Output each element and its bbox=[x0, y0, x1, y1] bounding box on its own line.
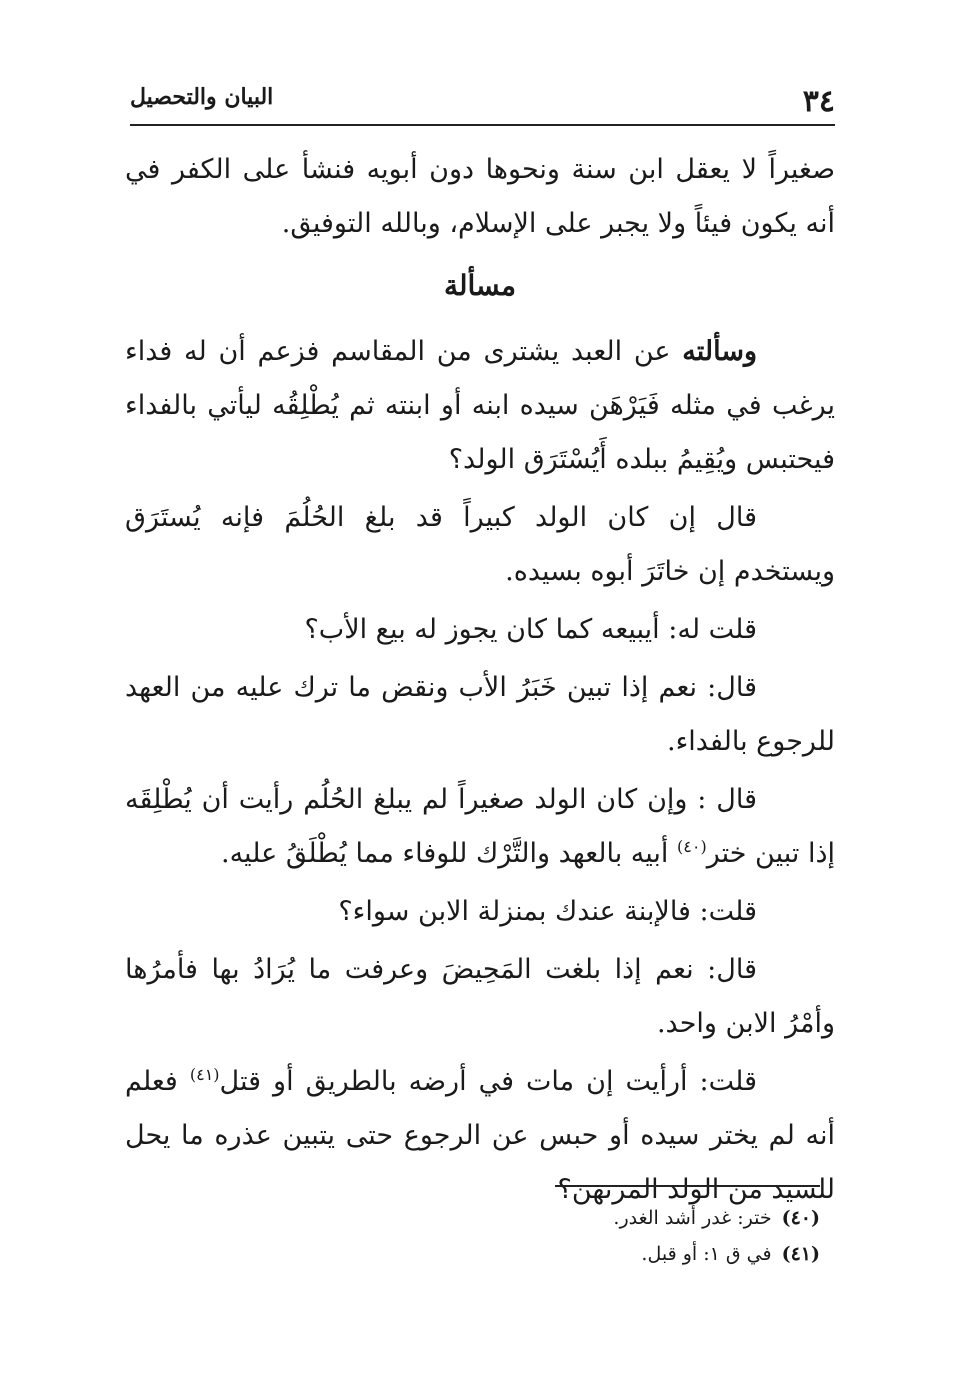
section-title: مسألة bbox=[443, 269, 517, 302]
question-4-text-start: قلت: أرأيت إن مات في أرضه بالطريق أو قتل bbox=[219, 1066, 757, 1097]
footnote-text: ختر: غدر أشد الغدر. bbox=[613, 1207, 772, 1229]
answer-3-text-start: قال : وإن كان الولد صغيراً لم يبلغ الحُلُم رأيت أن يُطْلِقَه إذا تبين ختر bbox=[125, 784, 835, 869]
question-3-paragraph: قلت: فالإبنة عندك بمنزلة الابن سواء؟ bbox=[338, 896, 757, 927]
footnotes bbox=[400, 1200, 820, 1272]
header-rule bbox=[130, 124, 835, 126]
footnote-rule bbox=[555, 1185, 820, 1187]
question-lead: وسألته bbox=[682, 336, 757, 367]
continuation-paragraph: صغيراً لا يعقل ابن سنة ونحوها دون أبويه فنشأ على الكفر في أنه يكون فيئاً ولا يجبر على الإسلام، وبالله التوفيق. bbox=[125, 154, 835, 239]
page-number: ٣٤ bbox=[802, 84, 835, 119]
question-4-text-end: فعلم أنه لم يختر سيده أو حبس عن الرجوع حتى يتبين عذره ما يحل للسيد من الولد المرتهن؟ bbox=[125, 1066, 835, 1205]
answer-3-text-end: أبيه بالعهد والتَّرْك للوفاء مما يُطْلَقُ عليه. bbox=[221, 838, 678, 869]
question-paragraph bbox=[125, 325, 835, 487]
footnote-marker-40: (٤٠) bbox=[677, 837, 707, 856]
answer-2-paragraph: قال: نعم إذا تبين خَبَرُ الأب ونقض ما ترك عليه من العهد للرجوع بالفداء. bbox=[125, 672, 835, 757]
footnote-40 bbox=[400, 1200, 820, 1236]
footnote-number: (٤١) bbox=[781, 1243, 820, 1265]
answer-1-paragraph: قال إن كان الولد كبيراً قد بلغ الحُلُمَ فإنه يُستَرَق ويستخدم إن خاتَرَ أبوه بسيده. bbox=[125, 502, 835, 587]
running-title: البيان والتحصيل bbox=[130, 84, 274, 110]
question-text: عن العبد يشترى من المقاسم فزعم أن له فداء يرغب في مثله فَيَرْهَن سيده ابنه أو ابنته ثم يُطْلِقُه ليأتي بالفداء فيحتبس ويُقِيمُ ببلده أَيُسْتَرَق الولد؟ bbox=[125, 336, 835, 475]
footnote-number: (٤٠) bbox=[781, 1207, 820, 1229]
footnote-marker-41: (٤١) bbox=[189, 1065, 220, 1084]
answer-4-paragraph: قال: نعم إذا بلغت المَحِيضَ وعرفت ما يُرَادُ بها فأمرُها وأمْرُ الابن واحد. bbox=[125, 954, 835, 1039]
question-2-paragraph: قلت له: أيبيعه كما كان يجوز له بيع الأب؟ bbox=[304, 614, 757, 645]
footnote-text: في ق ١: أو قبل. bbox=[641, 1243, 772, 1265]
question-4-paragraph bbox=[125, 1055, 835, 1217]
answer-3-paragraph bbox=[125, 773, 835, 881]
page-header bbox=[130, 78, 835, 122]
footnote-41 bbox=[400, 1236, 820, 1272]
body-text bbox=[125, 143, 835, 1217]
